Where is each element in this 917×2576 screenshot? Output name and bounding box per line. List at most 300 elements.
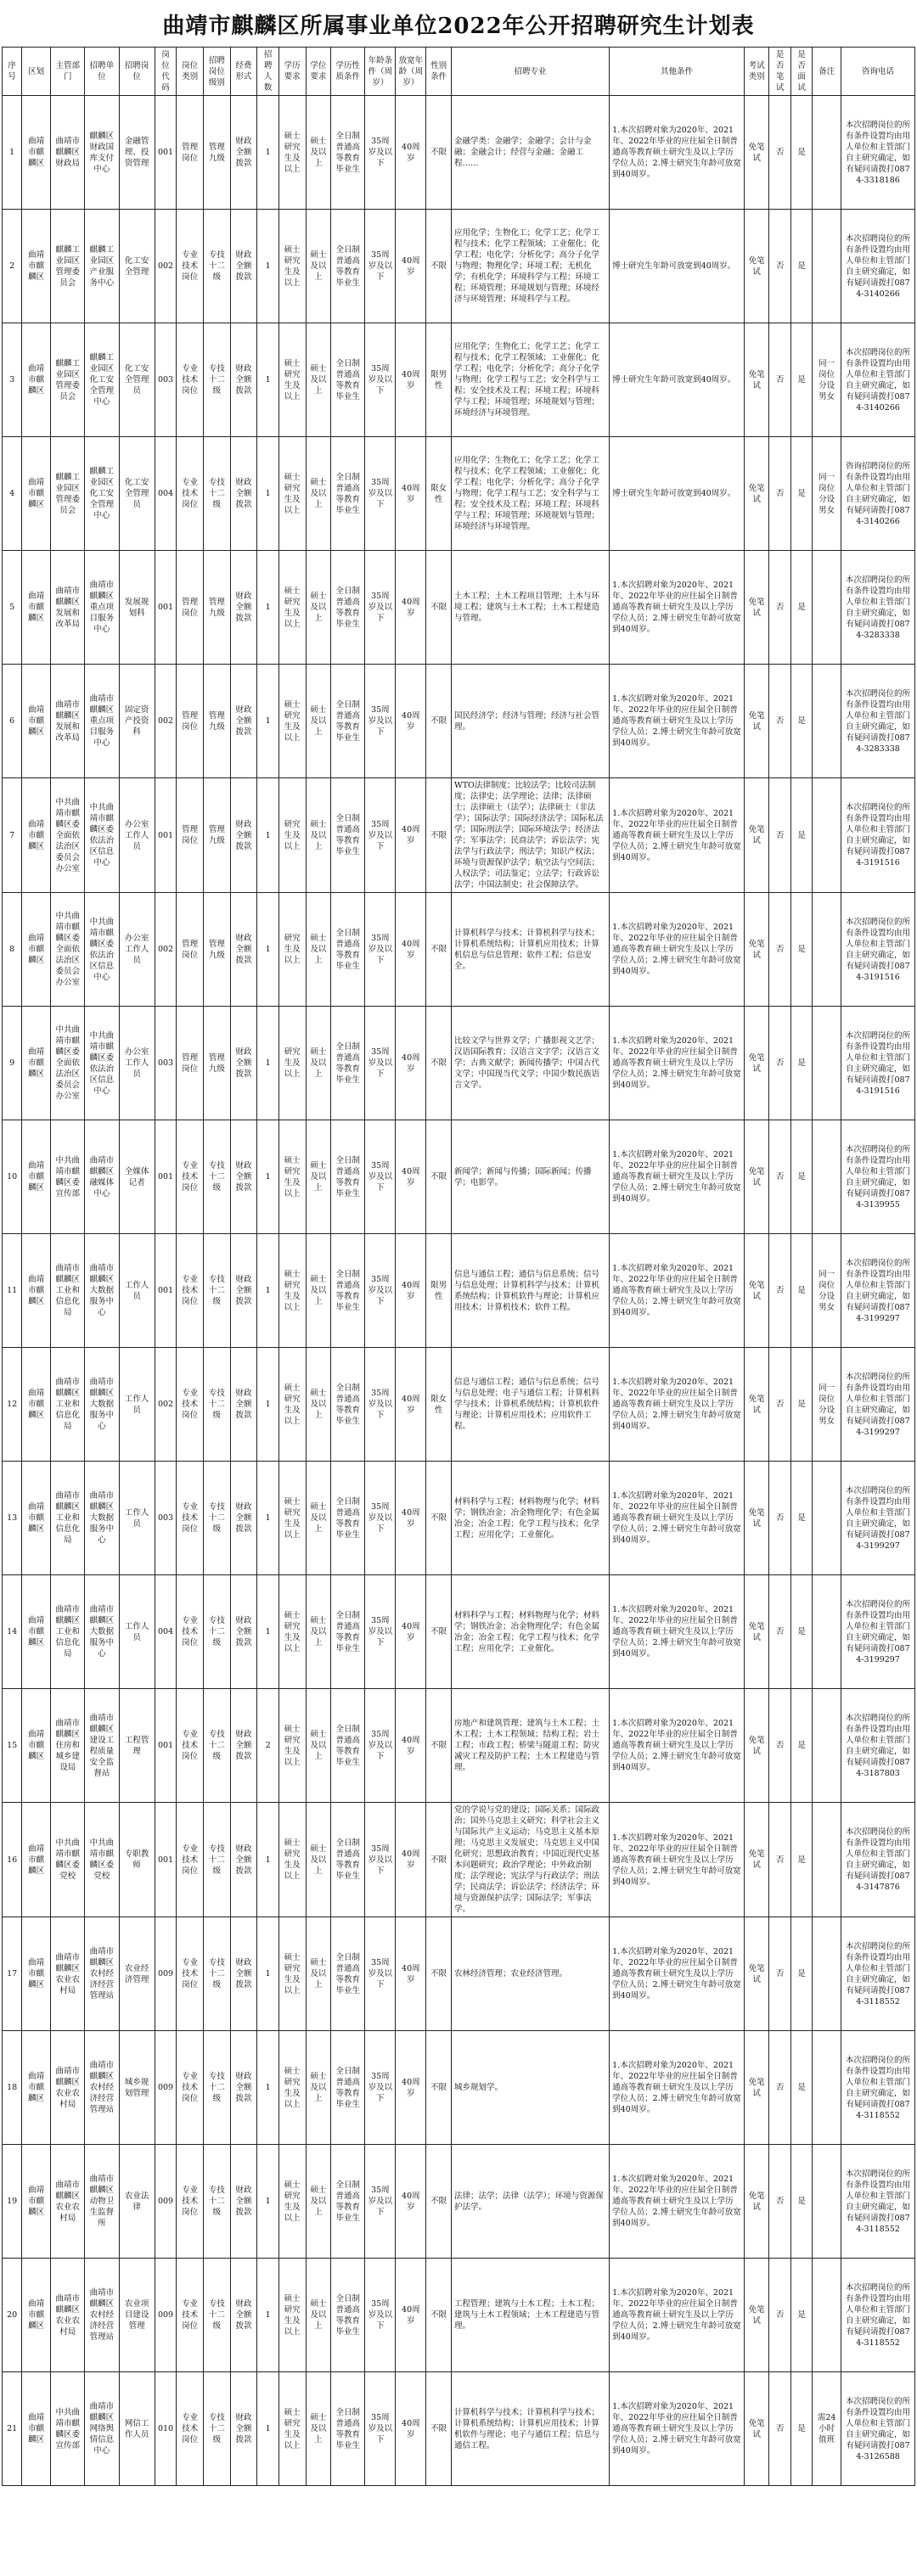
cell-cat: 专业技术岗位 — [177, 323, 204, 437]
table-body — [3, 96, 915, 2486]
cell-phone: 本次招聘岗位的所有条件设置均由用人单位和主管部门自主研究确定，如有疑问请拨打0874-3191516 — [841, 778, 915, 893]
cell-no: 12 — [3, 1348, 22, 1462]
cell-code: 003 — [155, 1007, 176, 1120]
cell-sex: 不限 — [426, 1575, 452, 1689]
cell-deg: 硕士及以上 — [306, 1348, 331, 1462]
cell-phone: 本次招聘岗位的所有条件设置均由用人单位和主管部门自主研究确定，如有疑问请拨打0874-3187803 — [841, 1689, 915, 1803]
cell-level: 专技十二级 — [203, 1462, 230, 1575]
cell-dept: 曲靖市麒麟区财政局 — [51, 96, 85, 210]
cell-no: 16 — [3, 1803, 22, 1917]
cell-phone: 本次招聘岗位的所有条件设置均由用人单位和主管部门自主研究确定，如有疑问请拨打0874-3191516 — [841, 1007, 915, 1120]
cell-dept: 曲靖市麒麟区工业和信息化局 — [51, 1462, 85, 1575]
column-header: 是否笔试 — [769, 48, 790, 96]
cell-edu: 研究生及以上 — [278, 893, 306, 1007]
cell-no: 6 — [3, 665, 22, 778]
cell-nature: 全日制普通高等教育毕业生 — [331, 893, 365, 1007]
cell-note — [813, 778, 841, 893]
cell-note: 同一岗位分设男女 — [813, 437, 841, 551]
column-header: 是否面试 — [790, 48, 812, 96]
table-row — [3, 1689, 915, 1803]
cell-cond: 1.本次招聘对象为2020年、2021年、2022年毕业的应往届全日制普通高等教育硕士研究生及以上学历学位人员；2.博士研究生年龄可放宽到40周岁。 — [610, 1120, 745, 1234]
cell-major: 工程管理；建筑与土木工程；土木工程；建筑与土木工程领域；土木工程建造与管理。 — [451, 2259, 609, 2372]
cell-nature: 全日制普通高等教育毕业生 — [331, 437, 365, 551]
cell-post: 专职教师 — [119, 1803, 155, 1917]
cell-post: 金融管理、投资管理 — [119, 96, 155, 210]
cell-deg: 硕士及以上 — [306, 2259, 331, 2372]
cell-relax: 40周岁 — [396, 2031, 426, 2145]
cell-edu: 硕士研究生及以上 — [278, 2145, 306, 2259]
cell-dept: 中共曲靖市麒麟区委全面依法治区委员会办公室 — [51, 778, 85, 893]
cell-major: 法律；法学；法律（法学）；环境与资源保护法学。 — [451, 2145, 609, 2259]
cell-cat: 管理岗位 — [177, 665, 204, 778]
cell-dept: 曲靖市麒麟区农业农村局 — [51, 1917, 85, 2031]
cell-major: WTO法律制度；比较法学；比较司法制度；法律史；法学理论；法律；法律硕士；法律硕士（法学）；法律硕士（非法学）；国际法学；国际经济法学；国际私法学；国际刑法学；国际环境法学；经济法学；军事法学；民商法学；诉讼法学；宪法学与行政法学；刑法学；知识产权法；环境与资源保护法学；航空法与空间法；人权法学；司法鉴定；立法学；行政诉讼法学；中国法制史；社会保障法学。 — [451, 778, 609, 893]
cell-unit: 曲靖市麒麟区农村经济经营管理站 — [85, 2259, 119, 2372]
cell-area: 曲靖市麒麟区 — [22, 1689, 51, 1803]
cell-sex: 限男性 — [426, 1234, 452, 1348]
cell-num: 1 — [257, 2372, 278, 2486]
cell-cond: 1.本次招聘对象为2020年、2021年、2022年毕业的应往届全日制普通高等教育硕士研究生及以上学历学位人员；2.博士研究生年龄可放宽到40周岁。 — [610, 1803, 745, 1917]
cell-written: 否 — [769, 665, 790, 778]
cell-sex: 不限 — [426, 2145, 452, 2259]
cell-exam: 免笔试 — [744, 2145, 769, 2259]
cell-cond: 1.本次招聘对象为2020年、2021年、2022年毕业的应往届全日制普通高等教育硕士研究生及以上学历学位人员；2.博士研究生年龄可放宽到40周岁。 — [610, 778, 745, 893]
column-header: 放宽年龄（周岁） — [396, 48, 426, 96]
column-header: 备注 — [813, 48, 841, 96]
cell-phone: 本次招聘岗位的所有条件设置均由用人单位和主管部门自主研究确定，如有疑问请拨打0874-3118552 — [841, 1917, 915, 2031]
cell-iv: 是 — [790, 2031, 812, 2145]
table-row — [3, 1575, 915, 1689]
cell-sex: 不限 — [426, 1803, 452, 1917]
cell-level: 管理九级 — [203, 551, 230, 665]
cell-cond: 1.本次招聘对象为2020年、2021年、2022年毕业的应往届全日制普通高等教育硕士研究生及以上学历学位人员；2.博士研究生年龄可放宽到40周岁。 — [610, 1348, 745, 1462]
cell-nature: 全日制普通高等教育毕业生 — [331, 1575, 365, 1689]
cell-written: 否 — [769, 1348, 790, 1462]
cell-deg: 硕士及以上 — [306, 1803, 331, 1917]
column-header: 岗位类别 — [177, 48, 204, 96]
table-row — [3, 96, 915, 210]
cell-phone: 本次招聘岗位的所有条件设置均由用人单位和主管部门自主研究确定，如有疑问请拨打0874-3199297 — [841, 1234, 915, 1348]
cell-age: 35周岁及以下 — [365, 2372, 396, 2486]
cell-cat: 管理岗位 — [177, 778, 204, 893]
cell-written: 否 — [769, 96, 790, 210]
cell-sex: 不限 — [426, 2031, 452, 2145]
table-row — [3, 1348, 915, 1462]
cell-major: 材料科学与工程；材料物理与化学；材料学；钢铁冶金；冶金物理化学；有色金属冶金；冶金工程；化学工程与技术；化学工程；应用化学；工业催化。 — [451, 1575, 609, 1689]
cell-dept: 麒麟工业园区管理委员会 — [51, 323, 85, 437]
cell-relax: 40周岁 — [396, 1007, 426, 1120]
cell-iv: 是 — [790, 893, 812, 1007]
cell-age: 35周岁及以下 — [365, 778, 396, 893]
cell-nature: 全日制普通高等教育毕业生 — [331, 210, 365, 323]
cell-edu: 硕士研究生及以上 — [278, 1348, 306, 1462]
cell-age: 35周岁及以下 — [365, 1917, 396, 2031]
cell-post: 化工安全管理员 — [119, 323, 155, 437]
cell-major: 新闻学；新闻与传播；国际新闻；传播学；电影学。 — [451, 1120, 609, 1234]
cell-exam: 免笔试 — [744, 1803, 769, 1917]
cell-deg: 硕士及以上 — [306, 2372, 331, 2486]
table-row — [3, 2259, 915, 2372]
cell-relax: 40周岁 — [396, 1575, 426, 1689]
cell-nature: 全日制普通高等教育毕业生 — [331, 1803, 365, 1917]
cell-major: 金融学类：金融学；金融学；会计与金融；金融会计；经营与金融；金融工程…… — [451, 96, 609, 210]
cell-written: 否 — [769, 778, 790, 893]
cell-edu: 硕士研究生及以上 — [278, 1917, 306, 2031]
cell-num: 1 — [257, 1803, 278, 1917]
cell-unit: 麒麟区财政国库支付中心 — [85, 96, 119, 210]
cell-fund: 财政全额拨款 — [230, 551, 257, 665]
cell-cat: 专业技术岗位 — [177, 1575, 204, 1689]
cell-area: 曲靖市麒麟区 — [22, 437, 51, 551]
cell-num: 1 — [257, 893, 278, 1007]
cell-nature: 全日制普通高等教育毕业生 — [331, 1917, 365, 2031]
cell-cond: 1.本次招聘对象为2020年、2021年、2022年毕业的应往届全日制普通高等教育硕士研究生及以上学历学位人员；2.博士研究生年龄可放宽到40周岁。 — [610, 1917, 745, 2031]
column-header: 主管部门 — [51, 48, 85, 96]
cell-post: 网信工作人员 — [119, 2372, 155, 2486]
cell-iv: 是 — [790, 1803, 812, 1917]
cell-num: 1 — [257, 1462, 278, 1575]
cell-dept: 曲靖市麒麟区工业和信息化局 — [51, 1348, 85, 1462]
cell-age: 35周岁及以下 — [365, 210, 396, 323]
column-header: 性别条件 — [426, 48, 452, 96]
cell-sex: 不限 — [426, 1120, 452, 1234]
table-row — [3, 2145, 915, 2259]
cell-unit: 曲靖市麒麟区农村经济经营管理站 — [85, 1917, 119, 2031]
cell-relax: 40周岁 — [396, 1120, 426, 1234]
cell-cond: 博士研究生年龄可放宽到40周岁。 — [610, 210, 745, 323]
cell-exam: 免笔试 — [744, 1120, 769, 1234]
cell-post: 办公室工作人员 — [119, 1007, 155, 1120]
cell-code: 001 — [155, 1689, 176, 1803]
cell-cat: 管理岗位 — [177, 1007, 204, 1120]
table-row — [3, 1234, 915, 1348]
cell-iv: 是 — [790, 323, 812, 437]
cell-cat: 管理岗位 — [177, 893, 204, 1007]
cell-unit: 曲靖市麒麟区大数据服务中心 — [85, 1575, 119, 1689]
cell-major: 城乡规划学。 — [451, 2031, 609, 2145]
cell-fund: 财政全额拨款 — [230, 1575, 257, 1689]
cell-cond: 1.本次招聘对象为2020年、2021年、2022年毕业的应往届全日制普通高等教育硕士研究生及以上学历学位人员；2.博士研究生年龄可放宽到40周岁。 — [610, 893, 745, 1007]
cell-deg: 硕士及以上 — [306, 665, 331, 778]
table-row — [3, 893, 915, 1007]
cell-written: 否 — [769, 893, 790, 1007]
cell-dept: 曲靖市麒麟区发展和改革局 — [51, 665, 85, 778]
cell-unit: 曲靖市麒麟区大数据服务中心 — [85, 1234, 119, 1348]
cell-iv: 是 — [790, 2259, 812, 2372]
cell-fund: 财政全额拨款 — [230, 96, 257, 210]
cell-age: 35周岁及以下 — [365, 1689, 396, 1803]
cell-num: 1 — [257, 2031, 278, 2145]
cell-fund: 财政全额拨款 — [230, 1462, 257, 1575]
cell-cat: 专业技术岗位 — [177, 437, 204, 551]
cell-unit: 中共曲靖市麒麟区委党校 — [85, 1803, 119, 1917]
cell-note — [813, 1575, 841, 1689]
cell-unit: 曲靖市麒麟区动物卫生监督所 — [85, 2145, 119, 2259]
cell-age: 35周岁及以下 — [365, 665, 396, 778]
cell-edu: 硕士研究生及以上 — [278, 323, 306, 437]
cell-deg: 硕士及以上 — [306, 1689, 331, 1803]
cell-major: 材料科学与工程；材料物理与化学；材料学；钢铁冶金；冶金物理化学；有色金属冶金；冶金工程；化学工程与技术；化学工程；应用化学；工业催化。 — [451, 1462, 609, 1575]
cell-age: 35周岁及以下 — [365, 1120, 396, 1234]
cell-note: 同一岗位分设男女 — [813, 1234, 841, 1348]
cell-post: 化工安全管理 — [119, 210, 155, 323]
cell-written: 否 — [769, 1234, 790, 1348]
cell-code: 002 — [155, 893, 176, 1007]
table-row — [3, 210, 915, 323]
cell-level: 管理九级 — [203, 96, 230, 210]
cell-no: 20 — [3, 2259, 22, 2372]
cell-age: 35周岁及以下 — [365, 2031, 396, 2145]
cell-cond: 1.本次招聘对象为2020年、2021年、2022年毕业的应往届全日制普通高等教育硕士研究生及以上学历学位人员；2.博士研究生年龄可放宽到40周岁。 — [610, 665, 745, 778]
cell-relax: 40周岁 — [396, 323, 426, 437]
cell-relax: 40周岁 — [396, 210, 426, 323]
cell-post: 发展规划科 — [119, 551, 155, 665]
cell-relax: 40周岁 — [396, 96, 426, 210]
cell-nature: 全日制普通高等教育毕业生 — [331, 2031, 365, 2145]
cell-fund: 财政全额拨款 — [230, 1803, 257, 1917]
cell-dept: 曲靖市麒麟区农业农村局 — [51, 2259, 85, 2372]
cell-no: 5 — [3, 551, 22, 665]
cell-deg: 硕士及以上 — [306, 323, 331, 437]
cell-edu: 硕士研究生及以上 — [278, 665, 306, 778]
cell-exam: 免笔试 — [744, 96, 769, 210]
cell-written: 否 — [769, 1917, 790, 2031]
cell-fund: 财政全额拨款 — [230, 2031, 257, 2145]
cell-cond: 1.本次招聘对象为2020年、2021年、2022年毕业的应往届全日制普通高等教育硕士研究生及以上学历学位人员；2.博士研究生年龄可放宽到40周岁。 — [610, 1462, 745, 1575]
cell-exam: 免笔试 — [744, 1917, 769, 2031]
cell-cat: 专业技术岗位 — [177, 1803, 204, 1917]
cell-level: 管理九级 — [203, 665, 230, 778]
cell-relax: 40周岁 — [396, 1803, 426, 1917]
cell-dept: 曲靖市麒麟区农业农村局 — [51, 2031, 85, 2145]
cell-major: 应用化学；生物化工；化学工艺；化学工程与技术；化学工程领域；工业催化；化学工程；电化学；分析化学；高分子化学与物理；化学工程与工艺；安全科学与工程；安全技术及工程；环境工程；环境科学与工程；环境管理；环境规划与管理；环境经济与环境管理。 — [451, 437, 609, 551]
cell-level: 专技十二级 — [203, 2031, 230, 2145]
cell-code: 002 — [155, 1348, 176, 1462]
cell-dept: 中共曲靖市麒麟区委全面依法治区委员会办公室 — [51, 893, 85, 1007]
table-row — [3, 1803, 915, 1917]
cell-phone: 咨询招聘岗位的所有条件设置均由用人单位和主管部门自主研究确定，如有疑问请拨打0874-3140266 — [841, 437, 915, 551]
cell-major: 应用化学；生物化工；化学工艺；化学工程与技术；化学工程领域；工业催化；化学工程；电化学；分析化学；高分子化学与物理；化学工程与工艺；安全科学与工程；安全技术及工程；环境工程；环境科学与工程；环境管理；环境规划与管理；环境经济与环境管理。 — [451, 323, 609, 437]
cell-post: 农业项目建设管理 — [119, 2259, 155, 2372]
table-row — [3, 1120, 915, 1234]
cell-fund: 财政全额拨款 — [230, 665, 257, 778]
cell-age: 35周岁及以下 — [365, 2259, 396, 2372]
cell-sex: 不限 — [426, 96, 452, 210]
cell-major: 房地产和建筑管理；建筑与土木工程；土木工程；土木工程领域；结构工程；岩土工程；市政工程；桥梁与隧道工程；防灾减灾工程及防护工程；土木工程建造与管理。 — [451, 1689, 609, 1803]
cell-note — [813, 1120, 841, 1234]
cell-no: 4 — [3, 437, 22, 551]
cell-cat: 专业技术岗位 — [177, 1234, 204, 1348]
cell-sex: 不限 — [426, 665, 452, 778]
cell-level: 管理九级 — [203, 893, 230, 1007]
cell-sex: 限男性 — [426, 323, 452, 437]
cell-code: 001 — [155, 1234, 176, 1348]
cell-exam: 免笔试 — [744, 778, 769, 893]
cell-exam: 免笔试 — [744, 1234, 769, 1348]
cell-level: 专技十二级 — [203, 323, 230, 437]
cell-phone: 本次招聘岗位的所有条件设置均由用人单位和主管部门自主研究确定，如有疑问请拨打0874-3191516 — [841, 893, 915, 1007]
column-header: 招聘专业 — [451, 48, 609, 96]
cell-dept: 麒麟工业园区管理委员会 — [51, 437, 85, 551]
cell-written: 否 — [769, 2372, 790, 2486]
cell-nature: 全日制普通高等教育毕业生 — [331, 2145, 365, 2259]
cell-cat: 专业技术岗位 — [177, 2145, 204, 2259]
cell-phone: 本次招聘岗位的所有条件设置均由用人单位和主管部门自主研究确定，如有疑问请拨打0874-3118552 — [841, 2259, 915, 2372]
cell-sex: 不限 — [426, 893, 452, 1007]
cell-cat: 专业技术岗位 — [177, 2372, 204, 2486]
cell-no: 1 — [3, 96, 22, 210]
cell-nature: 全日制普通高等教育毕业生 — [331, 665, 365, 778]
cell-area: 曲靖市麒麟区 — [22, 1120, 51, 1234]
cell-post: 办公室工作人员 — [119, 778, 155, 893]
cell-cond: 1.本次招聘对象为2020年、2021年、2022年毕业的应往届全日制普通高等教育硕士研究生及以上学历学位人员；2.博士研究生年龄可放宽到40周岁。 — [610, 2145, 745, 2259]
cell-area: 曲靖市麒麟区 — [22, 778, 51, 893]
cell-cat: 管理岗位 — [177, 551, 204, 665]
cell-nature: 全日制普通高等教育毕业生 — [331, 1234, 365, 1348]
column-header: 经费形式 — [230, 48, 257, 96]
cell-phone: 本次招聘岗位的所有条件设置均由用人单位和主管部门自主研究确定，如有疑问请拨打0874-3147876 — [841, 1803, 915, 1917]
cell-phone: 本次招聘岗位的所有条件设置均由用人单位和主管部门自主研究确定，如有疑问请拨打0874-3126588 — [841, 2372, 915, 2486]
cell-phone: 本次招聘岗位的所有条件设置均由用人单位和主管部门自主研究确定，如有疑问请拨打0874-3140266 — [841, 323, 915, 437]
column-header: 招聘岗位 — [119, 48, 155, 96]
cell-iv: 是 — [790, 96, 812, 210]
cell-iv: 是 — [790, 1120, 812, 1234]
cell-edu: 硕士研究生及以上 — [278, 1234, 306, 1348]
cell-area: 曲靖市麒麟区 — [22, 1917, 51, 2031]
header-row — [3, 48, 915, 96]
cell-area: 曲靖市麒麟区 — [22, 2031, 51, 2145]
table-row — [3, 778, 915, 893]
cell-deg: 硕士及以上 — [306, 1234, 331, 1348]
cell-edu: 硕士研究生及以上 — [278, 2372, 306, 2486]
cell-no: 17 — [3, 1917, 22, 2031]
cell-code: 009 — [155, 2259, 176, 2372]
cell-area: 曲靖市麒麟区 — [22, 665, 51, 778]
cell-post: 农业经济管理 — [119, 1917, 155, 2031]
cell-age: 35周岁及以下 — [365, 2145, 396, 2259]
cell-relax: 40周岁 — [396, 1689, 426, 1803]
cell-level: 管理九级 — [203, 778, 230, 893]
cell-edu: 硕士研究生及以上 — [278, 437, 306, 551]
cell-unit: 麒麟工业园区化工安全管理中心 — [85, 437, 119, 551]
cell-exam: 免笔试 — [744, 893, 769, 1007]
cell-exam: 免笔试 — [744, 551, 769, 665]
column-header: 年龄条件（周岁） — [365, 48, 396, 96]
cell-phone: 本次招聘岗位的所有条件设置均由用人单位和主管部门自主研究确定，如有疑问请拨打0874-3199297 — [841, 1462, 915, 1575]
cell-num: 1 — [257, 1348, 278, 1462]
cell-iv: 是 — [790, 1575, 812, 1689]
cell-post: 工作人员 — [119, 1575, 155, 1689]
cell-note: 同一岗位分设男女 — [813, 323, 841, 437]
cell-num: 1 — [257, 665, 278, 778]
cell-phone: 本次招聘岗位的所有条件设置均由用人单位和主管部门自主研究确定，如有疑问请拨打0874-3139955 — [841, 1120, 915, 1234]
cell-deg: 硕士及以上 — [306, 1120, 331, 1234]
cell-fund: 财政全额拨款 — [230, 2145, 257, 2259]
cell-deg: 硕士及以上 — [306, 1917, 331, 2031]
cell-code: 009 — [155, 1917, 176, 2031]
cell-unit: 曲靖市麒麟区融媒体中心 — [85, 1120, 119, 1234]
table-row — [3, 1462, 915, 1575]
cell-phone: 本次招聘岗位的所有条件设置均由用人单位和主管部门自主研究确定，如有疑问请拨打0874-3199297 — [841, 1575, 915, 1689]
cell-edu: 硕士研究生及以上 — [278, 96, 306, 210]
cell-level: 专技十二级 — [203, 437, 230, 551]
cell-unit: 曲靖市麒麟区大数据服务中心 — [85, 1348, 119, 1462]
cell-code: 001 — [155, 1803, 176, 1917]
cell-age: 35周岁及以下 — [365, 1348, 396, 1462]
cell-deg: 硕士及以上 — [306, 551, 331, 665]
cell-age: 35周岁及以下 — [365, 437, 396, 551]
cell-deg: 硕士及以上 — [306, 2145, 331, 2259]
cell-code: 001 — [155, 1120, 176, 1234]
cell-dept: 中共曲靖市麒麟区委全面依法治区委员会办公室 — [51, 1007, 85, 1120]
cell-dept: 曲靖市麒麟区工业和信息化局 — [51, 1575, 85, 1689]
cell-no: 11 — [3, 1234, 22, 1348]
cell-code: 001 — [155, 96, 176, 210]
cell-note — [813, 2145, 841, 2259]
cell-age: 35周岁及以下 — [365, 1234, 396, 1348]
cell-iv: 是 — [790, 665, 812, 778]
cell-unit: 曲靖市麒麟区大数据服务中心 — [85, 1462, 119, 1575]
cell-relax: 40周岁 — [396, 1348, 426, 1462]
cell-dept: 中共曲靖市麒麟区委宣传部 — [51, 1120, 85, 1234]
cell-written: 否 — [769, 1803, 790, 1917]
cell-note — [813, 1917, 841, 2031]
cell-area: 曲靖市麒麟区 — [22, 210, 51, 323]
cell-level: 专技十二级 — [203, 2372, 230, 2486]
cell-note — [813, 665, 841, 778]
cell-relax: 40周岁 — [396, 2259, 426, 2372]
cell-no: 21 — [3, 2372, 22, 2486]
cell-written: 否 — [769, 551, 790, 665]
cell-note — [813, 551, 841, 665]
cell-code: 009 — [155, 2145, 176, 2259]
cell-level: 专技十二级 — [203, 1803, 230, 1917]
cell-age: 35周岁及以下 — [365, 551, 396, 665]
cell-iv: 是 — [790, 1462, 812, 1575]
cell-level: 专技十二级 — [203, 1234, 230, 1348]
cell-edu: 硕士研究生及以上 — [278, 2259, 306, 2372]
cell-nature: 全日制普通高等教育毕业生 — [331, 323, 365, 437]
cell-iv: 是 — [790, 1689, 812, 1803]
cell-level: 专技十二级 — [203, 210, 230, 323]
cell-level: 专技十二级 — [203, 1575, 230, 1689]
cell-no: 15 — [3, 1689, 22, 1803]
cell-age: 35周岁及以下 — [365, 1007, 396, 1120]
cell-deg: 硕士及以上 — [306, 1575, 331, 1689]
cell-post: 城乡规划管理 — [119, 2031, 155, 2145]
cell-num: 1 — [257, 96, 278, 210]
cell-relax: 40周岁 — [396, 1462, 426, 1575]
cell-edu: 硕士研究生及以上 — [278, 1803, 306, 1917]
cell-no: 19 — [3, 2145, 22, 2259]
cell-unit: 曲靖市麒麟区重点项目服务中心 — [85, 665, 119, 778]
cell-level: 专技十二级 — [203, 1120, 230, 1234]
cell-no: 7 — [3, 778, 22, 893]
cell-no: 8 — [3, 893, 22, 1007]
cell-written: 否 — [769, 1007, 790, 1120]
cell-age: 35周岁及以下 — [365, 893, 396, 1007]
cell-sex: 限女性 — [426, 437, 452, 551]
cell-no: 18 — [3, 2031, 22, 2145]
cell-no: 10 — [3, 1120, 22, 1234]
cell-unit: 曲靖市麒麟区建设工程质量安全监督站 — [85, 1689, 119, 1803]
cell-fund: 财政全额拨款 — [230, 437, 257, 551]
cell-unit: 麒麟工业园区产业服务中心 — [85, 210, 119, 323]
table-row — [3, 323, 915, 437]
cell-cat: 专业技术岗位 — [177, 1462, 204, 1575]
cell-note — [813, 2031, 841, 2145]
cell-num: 2 — [257, 1689, 278, 1803]
